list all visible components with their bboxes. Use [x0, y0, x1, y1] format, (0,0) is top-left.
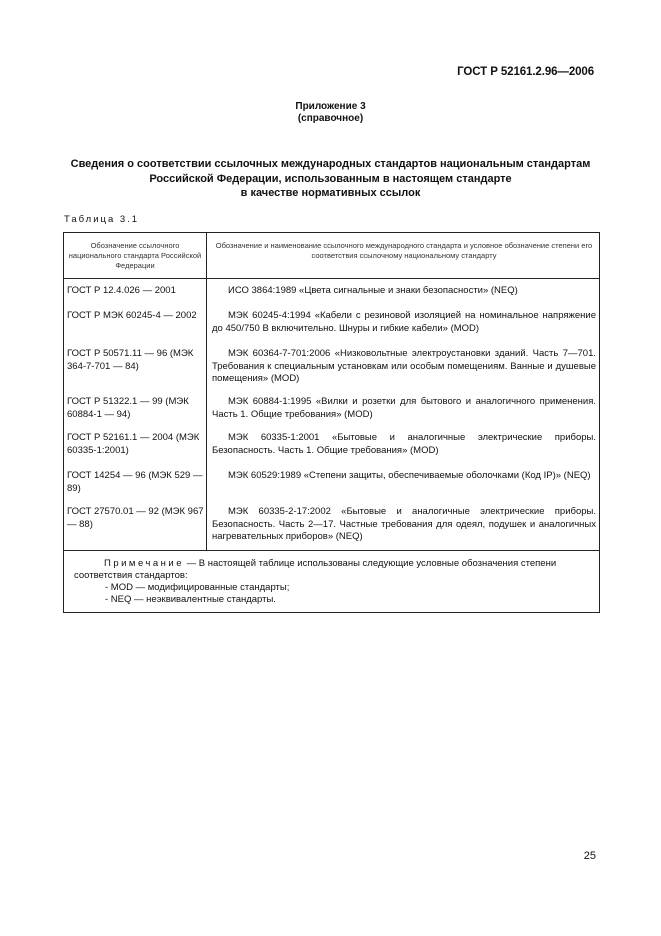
column-header-international: Обозначение и наименование ссылочного международного стандарта и условное обозначение степени его соответствия ссылочному национальному стандарту [215, 241, 593, 260]
note-divider [64, 550, 599, 551]
section-heading [60, 157, 601, 201]
appendix-label [0, 101, 661, 125]
column-divider [206, 233, 207, 550]
national-standard-cell: ГОСТ 27570.01 — 92 (МЭК 967 — 88) [67, 506, 204, 530]
heading-line-2: Российской Федерации, использованным в настоящем стандарте [149, 172, 512, 185]
column-header-national: Обозначение ссылочного национального стандарта Российской Федерации [68, 241, 202, 270]
note-item-neq: - NEQ — неэквивалентные стандарты. [105, 594, 276, 605]
appendix-title: Приложение 3 [295, 101, 366, 112]
heading-line-1: Сведения о соответствии ссылочных международных стандартов национальным стандартам [70, 158, 591, 170]
note-text [74, 558, 589, 582]
international-standard-cell: МЭК 60335-2-17:2002 «Бытовые и аналогичные электрические приборы. Безопасность. Часть 2—17. Частные требования для одеял, подушек и аналогичных нагревательных приборов» (NEQ) [212, 506, 596, 542]
international-standard-cell: МЭК 60335-1:2001 «Бытовые и аналогичные электрические приборы. Безопасность. Часть 1. Общие требования» (MOD) [212, 432, 596, 456]
international-standard-cell: МЭК 60364-7-701:2006 «Низковольтные электроустановки зданий. Часть 7—701. Требования к специальным установкам или особым помещениям. Ванные и душевые помещения» (MOD) [212, 348, 596, 384]
national-standard-cell: ГОСТ 14254 — 96 (МЭК 529 — 89) [67, 470, 203, 494]
national-standard-cell: ГОСТ Р 12.4.026 — 2001 [67, 285, 176, 296]
appendix-subtitle: (справочное) [297, 113, 364, 124]
international-standard-cell: ИСО 3864:1989 «Цвета сигнальные и знаки безопасности» (NEQ) [228, 285, 518, 296]
note-item-mod: - MOD — модифицированные стандарты; [105, 582, 290, 593]
national-standard-cell: ГОСТ Р 50571.11 — 96 (МЭК 364-7-701 — 84) [67, 348, 194, 372]
heading-line-3: в качестве нормативных ссылок [240, 187, 421, 199]
note-label: Примечание [104, 558, 184, 569]
header-divider [64, 278, 599, 279]
national-standard-cell: ГОСТ Р 52161.1 — 2004 (МЭК 60335-1:2001) [67, 432, 200, 456]
table-caption: Таблица 3.1 [64, 214, 140, 225]
international-standard-cell: МЭК 60529:1989 «Степени защиты, обеспечиваемые оболочками (Код IP)» (NEQ) [228, 470, 591, 481]
document-code: ГОСТ Р 52161.2.96—2006 [457, 66, 594, 78]
international-standard-cell: МЭК 60884-1:1995 «Вилки и розетки для бытового и аналогичного применения. Часть 1. Общие требования» (MOD) [212, 396, 596, 420]
national-standard-cell: ГОСТ Р 51322.1 — 99 (МЭК 60884-1 — 94) [67, 396, 189, 420]
page-number: 25 [583, 850, 596, 862]
national-standard-cell: ГОСТ Р МЭК 60245-4 — 2002 [67, 310, 197, 321]
international-standard-cell: МЭК 60245-4:1994 «Кабели с резиновой изоляцией на номинальное напряжение до 450/750 В включительно. Шнуры и гибкие кабели» (MOD) [212, 310, 596, 334]
table-note [74, 558, 589, 606]
standards-table [63, 232, 600, 613]
note-body: — В настоящей таблице использованы следующие условные обозначения степени соответствия стандартов: [74, 558, 557, 581]
